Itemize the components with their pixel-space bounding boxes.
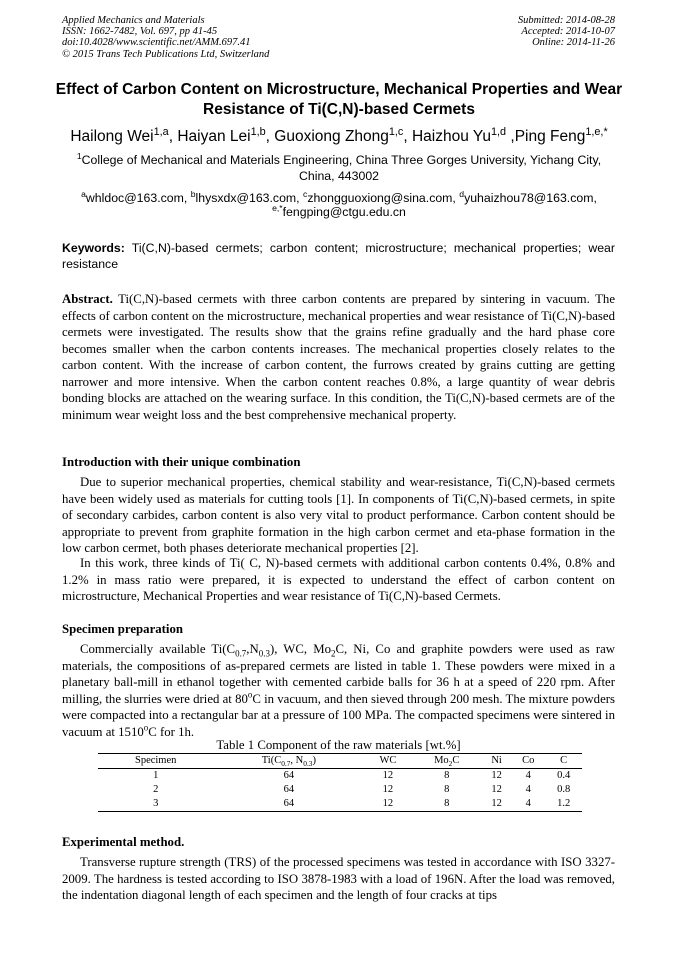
table-cell: 1 — [153, 770, 159, 781]
abstract-label: Abstract. — [62, 292, 113, 306]
text-run: Mo — [434, 755, 449, 766]
text-run: , N — [290, 755, 304, 766]
text-run: C — [452, 755, 460, 766]
keywords-label: Keywords: — [62, 241, 125, 255]
subscript: 0.7 — [235, 648, 247, 659]
subscript: 0.3 — [303, 759, 313, 769]
table-cell: 12 — [491, 770, 502, 781]
table-cell: 64 — [283, 770, 295, 781]
intro-paragraph-2: In this work, three kinds of Ti( C, N)-based cermets with additional carbon contents 0.4%, 0.8% and 1.2% in mass ratio were prepared, it is expected to understand the effect of carbon content on microstructure, Mechanical Properties and wear resistance of Ti(C,N)-based Cermets. — [62, 556, 615, 603]
author-affiliation-mark: 1,b — [250, 125, 266, 138]
author-separator: , — [168, 128, 178, 145]
paper-title: Effect of Carbon Content on Microstructure, Mechanical Properties and Wear Resistance of Ti(C,N)-based Cermets — [55, 81, 623, 118]
author-list — [20, 125, 658, 146]
specimen-paragraph — [62, 641, 615, 740]
journal-name: Applied Mechanics and Materials — [62, 15, 205, 26]
table-header-row — [98, 754, 582, 769]
table-cell: 12 — [491, 784, 502, 795]
experimental-paragraph: Transverse rupture strength (TRS) of the processed specimens was tested in accordance with ISO 3327-2009. The hardness is tested according to ISO 3878-1983 with a load of 196N. After the load was removed, the indentation diagonal length of each specimen and the length of four cracks at tips — [62, 855, 615, 902]
table-cell: 12 — [382, 770, 394, 781]
col-co: Co — [522, 755, 535, 766]
text-run: C, Ni, Co and graphite powders were used as raw materials, the compositions of as-prepared cermets are listed in table 1. These powders were mixed in a planetary ball-mill in ethanol together with cemented carbide balls for 36 h at a speed of 220 rpm. After milling, the slurries were dried at 80 — [62, 642, 615, 706]
table-cell: 64 — [283, 784, 295, 795]
table-cell: 8 — [444, 770, 450, 781]
affiliation-text: College of Mechanical and Materials Engineering, China Three Gorges University, Yichang City, China, 443002 — [81, 153, 602, 183]
email-separator: , — [183, 191, 191, 205]
table-cell: 12 — [491, 798, 502, 809]
author-affiliation-mark: 1,c — [388, 125, 404, 138]
journal-header-left — [62, 15, 269, 60]
email-link[interactable]: zhongguoxiong@sina.com — [307, 191, 453, 205]
subscript: 2 — [330, 648, 336, 659]
issn-volume: ISSN: 1662-7482, Vol. 697, pp 41-45 — [62, 26, 218, 38]
text-run: Commercially available Ti(C — [80, 642, 236, 656]
email-link[interactable]: whldoc@163.com — [85, 191, 184, 205]
table-cell: 2 — [153, 784, 159, 795]
col-wc: WC — [379, 755, 397, 766]
table-cell: 4 — [525, 770, 531, 781]
text-run: ,N — [246, 642, 259, 656]
col-c: C — [560, 755, 568, 766]
table-cell: 8 — [444, 784, 450, 795]
abstract-text: Ti(C,N)-based cermets with three carbon contents are prepared by sintering in vacuum. The effects of carbon content on the microstructure, mechanical properties and wear resistance of Ti(C,N)-based cermets were investigated. The results show that the grains refine gradually and the hard phase core becomes smaller when the carbon contents increases. The mechanical properties closely relates to the carbon content. With the increase of carbon content, the furrows created by grains cutting are getting narrower and more intensive. When the carbon content reaches 0.8%, a large quantity of wear debris bonding blocks are attached on the wearing surface. In this condition, the Ti(C,N)-based cermets are of the minimum wear weight loss and the best comprehensive mechanical property. — [62, 292, 616, 422]
abstract — [62, 291, 615, 423]
subscript: 0.3 — [258, 648, 270, 659]
text-run: ) — [312, 755, 316, 766]
author-emails — [62, 188, 616, 219]
table-caption: Table 1 Component of the raw materials [wt.%] — [216, 738, 461, 752]
subscript: 0.7 — [281, 759, 291, 769]
online-date: Online: 2014-11-26 — [532, 37, 615, 49]
section-heading-introduction: Introduction with their unique combination — [62, 455, 301, 469]
col-specimen: Specimen — [134, 755, 177, 766]
keywords — [62, 241, 615, 272]
table-row — [98, 797, 582, 812]
author-separator: , — [403, 128, 412, 145]
affiliation — [62, 152, 616, 184]
submitted-date: Submitted: 2014-08-28 — [517, 15, 615, 26]
table-cell: 8 — [444, 798, 450, 809]
author-name: Haizhou Yu — [411, 128, 491, 145]
keywords-text: Ti(C,N)-based cermets; carbon content; microstructure; mechanical properties; wear resistance — [62, 241, 615, 271]
email-mark: d — [459, 188, 465, 199]
text-run: Ti(C — [261, 755, 282, 766]
doi-link[interactable]: doi:10.4028/www.scientific.net/AMM.697.41 — [62, 37, 251, 49]
email-link[interactable]: yuhaizhou78@163.com — [464, 191, 594, 205]
section-heading-experimental: Experimental method. — [62, 835, 185, 849]
author-separator: , — [265, 128, 275, 145]
table-cell: 4 — [525, 798, 531, 809]
email-mark: e,* — [272, 202, 283, 213]
superscript: o — [247, 689, 253, 700]
copyright-notice: © 2015 Trans Tech Publications Ltd, Switzerland — [62, 48, 270, 60]
email-mark: b — [190, 188, 196, 199]
table-cell: 0.8 — [557, 784, 571, 795]
table-cell: 3 — [153, 798, 159, 809]
author-affiliation-mark: 1,a — [153, 125, 169, 138]
text-run: ), WC, Mo — [269, 642, 331, 656]
author-name: Ping Feng — [514, 128, 586, 145]
email-separator: , — [296, 191, 303, 205]
email-mark: c — [303, 188, 308, 199]
email-separator: , — [452, 191, 460, 205]
table-cell: 12 — [382, 798, 394, 809]
email-separator: , — [593, 191, 597, 205]
email-link[interactable]: lhysxdx@163.com — [195, 191, 297, 205]
composition-table — [98, 753, 582, 812]
table-cell: 1.2 — [557, 798, 571, 809]
table-cell: 12 — [382, 784, 394, 795]
email-mark: a — [81, 188, 86, 199]
accepted-date: Accepted: 2014-10-07 — [521, 26, 615, 38]
author-name: Haiyan Lei — [177, 128, 251, 145]
journal-header-right — [518, 15, 615, 49]
text-run: C in vacuum, and then sieved through 200 mesh. The mixture powders were compacted into a rectangular bar at a pressure of 100 MPa. The compacted specimens were sintered in vacuum at 1510 — [62, 691, 615, 739]
col-ni: Ni — [491, 755, 502, 766]
author-affiliation-mark: 1,e,* — [585, 125, 608, 138]
subscript: 2 — [448, 759, 453, 769]
text-run: C for 1h. — [148, 724, 195, 739]
author-separator: , — [506, 128, 515, 145]
col-ticn — [213, 754, 364, 769]
affiliation-mark: 1 — [76, 150, 82, 161]
superscript: o — [143, 722, 149, 733]
table-cell: 64 — [283, 798, 295, 809]
table-cell: 4 — [525, 784, 531, 795]
email-link[interactable]: fengping@ctgu.edu.cn — [282, 205, 406, 219]
author-name: Guoxiong Zhong — [274, 128, 389, 145]
section-heading-specimen: Specimen preparation — [62, 622, 183, 636]
author-name: Hailong Wei — [70, 128, 154, 145]
table-row — [98, 783, 582, 797]
intro-paragraph-1: Due to superior mechanical properties, chemical stability and wear-resistance, Ti(C,N)-based cermets have been widely used as materials for cutting tools [1]. In components of Ti(C,N)-based cermets, in spite of secondary carbides, carbon content is also very vital to product performance. Carbon content should be appropriate to prevent from graphite formation in the high carbon cermet and eta-phase formation in the low carbon cermet, both phases deteriorate mechanical properties [2]. — [62, 475, 615, 555]
author-affiliation-mark: 1,d — [490, 125, 507, 138]
table-cell: 0.4 — [557, 770, 571, 781]
table-row — [98, 769, 582, 784]
col-mo2c — [412, 754, 482, 769]
